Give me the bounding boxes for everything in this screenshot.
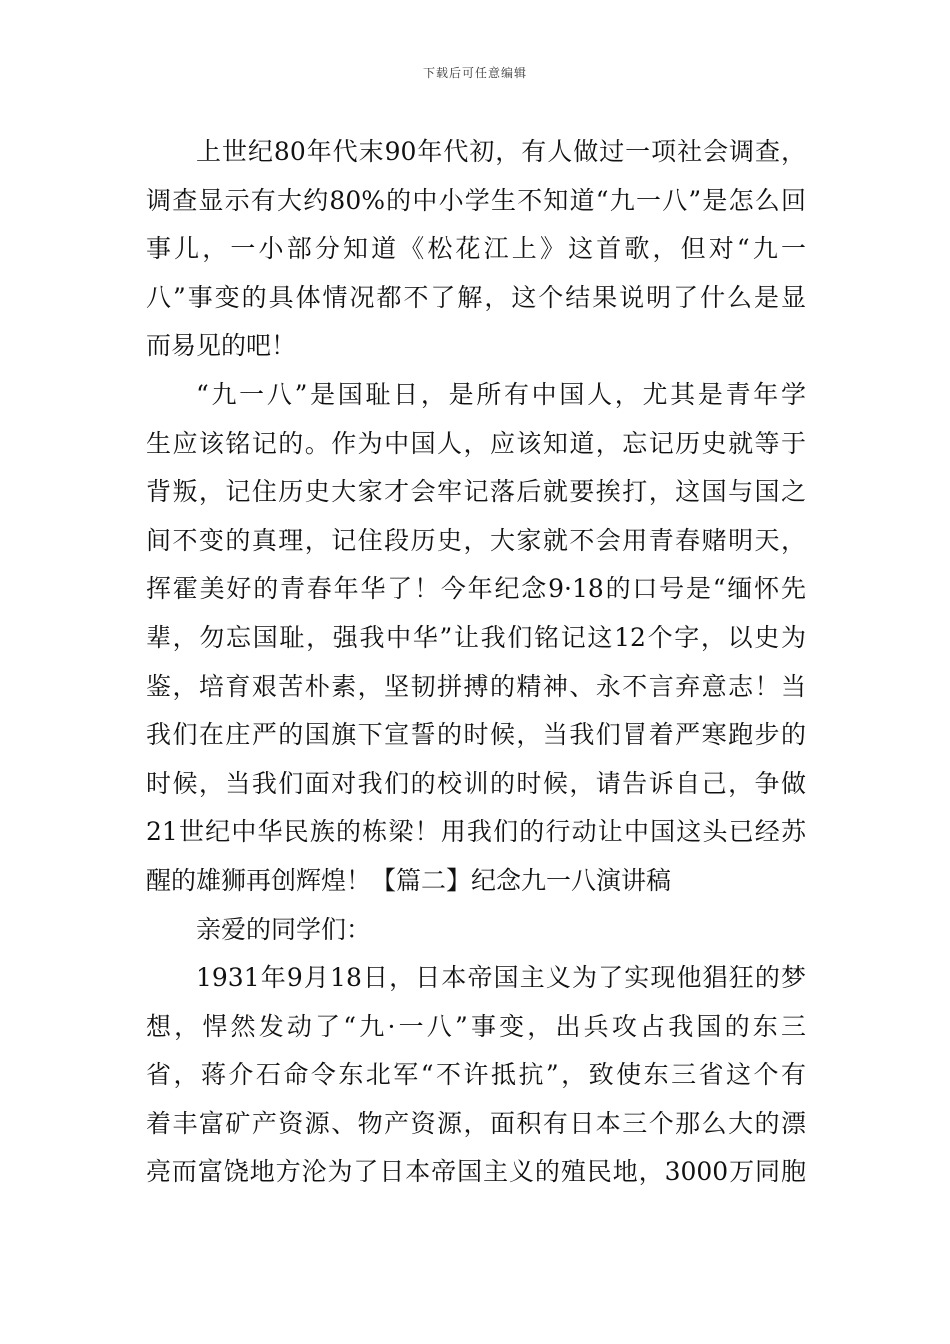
text-line: 鉴，培育艰苦朴素，坚韧拼搏的精神、永不言弃意志！当 [146,671,806,701]
text-line: 1931年9月18日，日本帝国主义为了实现他猖狂的梦 [196,963,806,993]
page-header: 下载后可任意编辑 [422,66,527,80]
text-line: 事儿，一小部分知道《松花江上》这首歌，但对“九一 [146,234,806,264]
text-line: 辈，勿忘国耻，强我中华”让我们铭记这12个字，以史为 [146,622,806,652]
document-body [146,128,806,1197]
text-line: 21世纪中华民族的栋梁！用我们的行动让中国这头已经苏 [146,817,806,847]
text-line: 着丰富矿产资源、物产资源，面积有日本三个那么大的漂 [146,1108,806,1138]
text-line: 而易见的吧！ [146,331,297,361]
text-line: 挥霍美好的青春年华了！今年纪念9·18的口号是“缅怀先 [146,574,806,604]
text-line: 时候，当我们面对我们的校训的时候，请告诉自己，争做 [146,768,806,798]
text-line: 想，悍然发动了“九·一八”事变，出兵攻占我国的东三 [146,1011,806,1041]
text-line: 醒的雄狮再创辉煌！【篇二】纪念九一八演讲稿 [146,865,672,895]
text-line: 调查显示有大约80%的中小学生不知道“九一八”是怎么回 [146,185,806,215]
text-line: 我们在庄严的国旗下宣誓的时候，当我们冒着严寒跑步的 [146,720,806,750]
text-line: 间不变的真理，记住段历史，大家就不会用青春赌明天， [146,525,806,555]
text-line: “九一八”是国耻日，是所有中国人，尤其是青年学 [196,379,806,409]
text-line: 八”事变的具体情况都不了解，这个结果说明了什么是显 [146,282,806,312]
text-line: 生应该铭记的。作为中国人，应该知道，忘记历史就等于 [146,428,806,458]
text-line: 省，蒋介石命令东北军“不许抵抗”，致使东三省这个有 [146,1060,806,1090]
text-line: 亮而富饶地方沦为了日本帝国主义的殖民地，3000万同胞 [146,1157,806,1187]
salutation-line: 亲爱的同学们： [196,914,372,944]
text-line: 背叛，记住历史大家才会牢记落后就要挨打，这国与国之 [146,477,806,507]
text-line: 上世纪80年代末90年代初，有人做过一项社会调查， [196,137,806,166]
